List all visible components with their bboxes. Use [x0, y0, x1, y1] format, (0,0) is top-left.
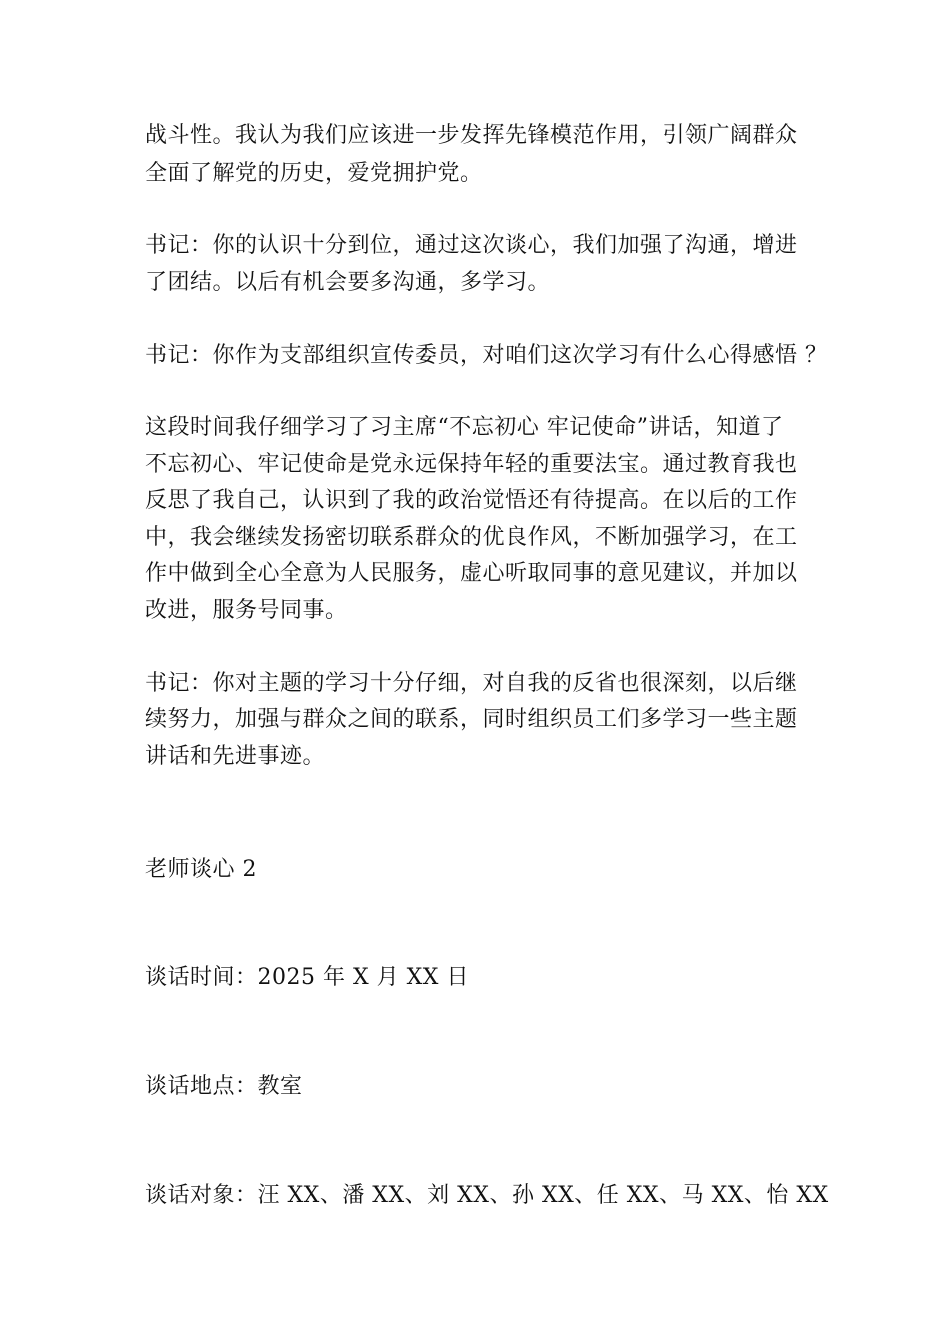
paragraph-line: 不忘初心、牢记使命是党永远保持年轻的重要法宝。通过教育我也	[145, 452, 798, 477]
paragraph-line: 反思了我自己，认识到了我的政治觉悟还有待提高。在以后的工作	[145, 488, 798, 513]
paragraph-line: 改进，服务号同事。	[145, 598, 348, 623]
section-heading: 老师谈心 2	[145, 857, 257, 882]
paragraph-line: 战斗性。我认为我们应该进一步发挥先锋模范作用，引领广阔群众	[145, 123, 798, 148]
paragraph-line: 中，我会继续发扬密切联系群众的优良作风，不断加强学习，在工	[145, 525, 798, 550]
meta-participants: 谈话对象：汪 XX、潘 XX、刘 XX、孙 XX、任 XX、马 XX、怡 XX	[145, 1183, 829, 1208]
paragraph-line: 全面了解党的历史，爱党拥护党。	[145, 161, 483, 186]
meta-location: 谈话地点：教室	[145, 1074, 303, 1099]
paragraph-line: 讲话和先进事迹。	[145, 744, 326, 769]
paragraph-line: 书记：你的认识十分到位，通过这次谈心，我们加强了沟通，增进	[145, 233, 798, 258]
question-line: 书记：你作为支部组织宣传委员，对咱们这次学习有什么心得感悟 ？	[145, 343, 828, 368]
paragraph-line: 这段时间我仔细学习了习主席“不忘初心 牢记使命”讲话，知道了	[145, 415, 784, 440]
paragraph-line: 了团结。以后有机会要多沟通，多学习。	[145, 270, 551, 295]
meta-time: 谈话时间：2025 年 X 月 XX 日	[145, 965, 469, 990]
paragraph-line: 续努力，加强与群众之间的联系，同时组织员工们多学习一些主题	[145, 707, 798, 732]
paragraph-line: 书记：你对主题的学习十分仔细，对自我的反省也很深刻，以后继	[145, 671, 798, 696]
paragraph-line: 作中做到全心全意为人民服务，虚心听取同事的意见建议，并加以	[145, 561, 798, 586]
